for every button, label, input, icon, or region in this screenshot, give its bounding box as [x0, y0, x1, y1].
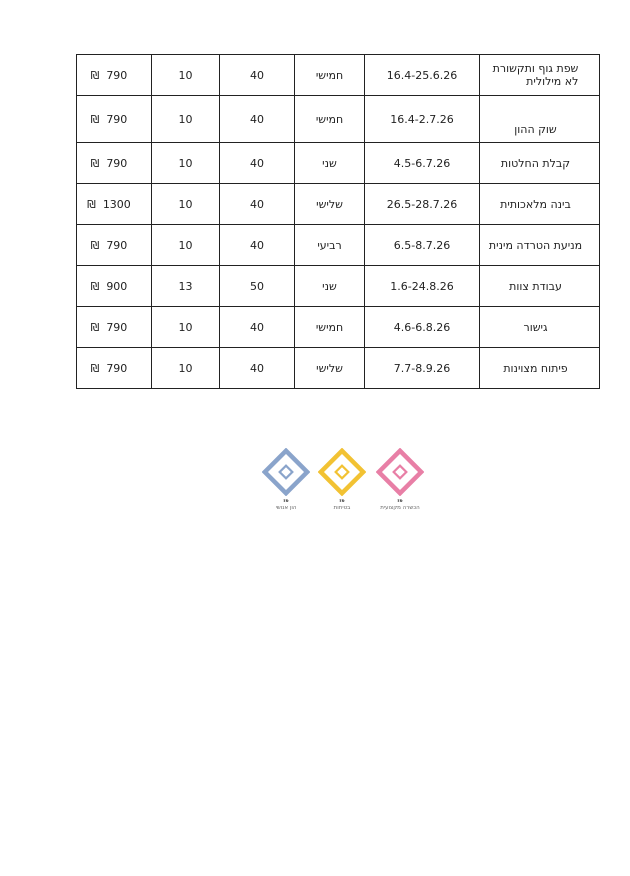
price-amount: 790 — [106, 68, 128, 82]
sessions-cell: 10 — [152, 184, 220, 225]
price-amount: 1300 — [102, 197, 131, 211]
price-amount: 900 — [106, 279, 128, 293]
table-row — [77, 307, 600, 348]
logo-caption: בטיחות — [333, 505, 351, 511]
dates-cell: 4.5-6.7.26 — [365, 143, 480, 184]
course-name: שפת גוף ותקשורת לא מילולית — [492, 62, 579, 88]
table-row — [77, 55, 600, 96]
price-cell — [77, 266, 152, 307]
price-cell — [77, 225, 152, 266]
table-row — [77, 184, 600, 225]
hours-cell: 40 — [220, 348, 295, 389]
dates-cell: 1.6-24.8.26 — [365, 266, 480, 307]
course-name-cell — [480, 225, 600, 266]
hours-cell: 40 — [220, 96, 295, 143]
day-cell: חמישי — [295, 307, 365, 348]
hours-cell: 40 — [220, 225, 295, 266]
sessions-cell: 10 — [152, 307, 220, 348]
currency-symbol: ₪ — [90, 68, 100, 82]
course-name: מניעת הטרדה מינית — [488, 238, 583, 252]
currency-symbol: ₪ — [90, 320, 100, 334]
price-cell — [77, 307, 152, 348]
course-name-cell — [480, 307, 600, 348]
logos-strip — [258, 448, 428, 528]
course-name-cell — [480, 55, 600, 96]
price-amount: 790 — [106, 156, 128, 170]
day-cell: רביעי — [295, 225, 365, 266]
course-name: גישור — [523, 320, 548, 334]
diamond-p-logo-icon — [262, 448, 310, 496]
dates-cell: 16.4-2.7.26 — [365, 96, 480, 143]
table-row — [77, 225, 600, 266]
sessions-cell: 10 — [152, 96, 220, 143]
training-logo — [372, 448, 428, 528]
price-cell — [77, 96, 152, 143]
dates-cell: 4.6-6.8.26 — [365, 307, 480, 348]
course-name: עבודת צוות — [509, 279, 562, 293]
logo-brand: פז — [283, 498, 289, 504]
course-name-cell — [480, 96, 600, 143]
dates-cell: 7.7-8.9.26 — [365, 348, 480, 389]
dates-cell: 26.5-28.7.26 — [365, 184, 480, 225]
course-name: פיתוח מצוינות — [503, 361, 568, 375]
diamond-p-logo-icon — [318, 448, 366, 496]
day-cell: חמישי — [295, 55, 365, 96]
day-cell: חמישי — [295, 96, 365, 143]
price-amount: 790 — [106, 361, 128, 375]
hours-cell: 40 — [220, 55, 295, 96]
hours-cell: 40 — [220, 143, 295, 184]
day-cell: שני — [295, 143, 365, 184]
course-name-cell — [480, 266, 600, 307]
sessions-cell: 10 — [152, 225, 220, 266]
hours-cell: 50 — [220, 266, 295, 307]
safety-logo — [314, 448, 370, 528]
price-amount: 790 — [106, 112, 128, 126]
price-cell — [77, 143, 152, 184]
sessions-cell: 13 — [152, 266, 220, 307]
currency-symbol: ₪ — [87, 197, 96, 211]
table-row — [77, 266, 600, 307]
day-cell: שלישי — [295, 184, 365, 225]
sessions-cell: 10 — [152, 348, 220, 389]
currency-symbol: ₪ — [90, 238, 100, 252]
course-name-cell — [480, 184, 600, 225]
courses-table — [76, 54, 600, 389]
price-cell — [77, 348, 152, 389]
price-cell — [77, 184, 152, 225]
currency-symbol: ₪ — [90, 156, 100, 170]
price-amount: 790 — [106, 238, 128, 252]
course-name: שוק ההון — [514, 123, 557, 136]
human-capital-logo — [258, 448, 314, 528]
logo-brand: פז — [339, 498, 345, 504]
logo-caption: הכשרה מקצועית — [380, 505, 420, 511]
dates-cell: 16.4-25.6.26 — [365, 55, 480, 96]
course-name-cell — [480, 348, 600, 389]
sessions-cell: 10 — [152, 55, 220, 96]
day-cell: שלישי — [295, 348, 365, 389]
price-cell — [77, 55, 152, 96]
hours-cell: 40 — [220, 184, 295, 225]
day-cell: שני — [295, 266, 365, 307]
logo-brand: פז — [397, 498, 403, 504]
table-row — [77, 348, 600, 389]
currency-symbol: ₪ — [90, 361, 100, 375]
price-amount: 790 — [106, 320, 128, 334]
currency-symbol: ₪ — [90, 279, 100, 293]
course-name: בינה מלאכותית — [500, 197, 571, 211]
currency-symbol: ₪ — [90, 112, 100, 126]
hours-cell: 40 — [220, 307, 295, 348]
sessions-cell: 10 — [152, 143, 220, 184]
logo-caption: הון אנושי — [275, 505, 297, 511]
table-row — [77, 143, 600, 184]
course-name: קבלת החלטות — [500, 156, 571, 170]
diamond-p-logo-icon — [376, 448, 424, 496]
dates-cell: 6.5-8.7.26 — [365, 225, 480, 266]
course-name-cell — [480, 143, 600, 184]
table-row — [77, 96, 600, 143]
